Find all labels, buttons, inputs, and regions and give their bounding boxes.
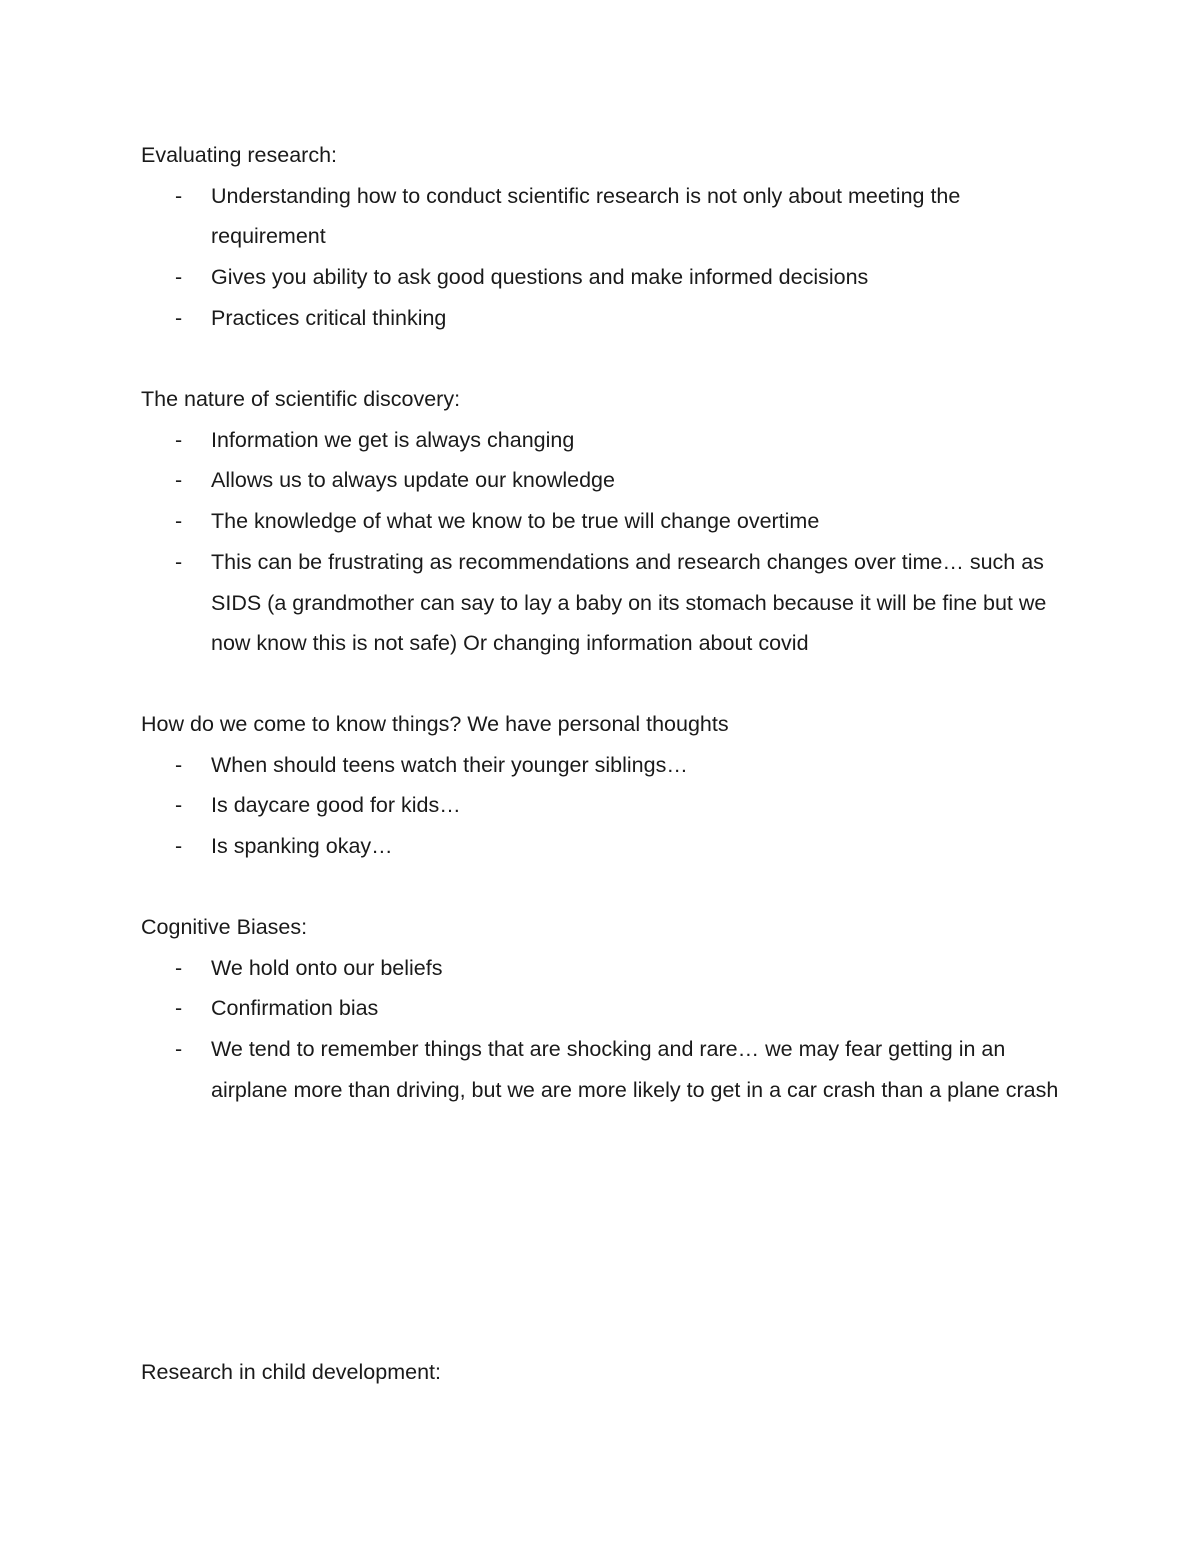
list-item-text: The knowledge of what we know to be true will change overtime xyxy=(211,509,820,534)
list-item-text: Confirmation bias xyxy=(211,996,379,1021)
bullet-dash: - xyxy=(175,305,183,330)
list-item-text: Is daycare good for kids… xyxy=(211,793,461,818)
list-item-text: We tend to remember things that are shocking and rare… we may fear getting in an airplane more than driving, but we are more likely to get in a car crash than a plane crash xyxy=(211,1037,1059,1102)
list-item-text: Understanding how to conduct scientific research is not only about meeting the requirement xyxy=(211,183,961,249)
bullet-dash: - xyxy=(175,509,183,534)
bullet-list xyxy=(141,420,1081,664)
section-evaluating-research xyxy=(141,135,1081,339)
section-heading: Evaluating research: xyxy=(141,143,337,167)
section-heading: Research in child development: xyxy=(141,1360,441,1384)
list-item-text: Gives you ability to ask good questions and make informed decisions xyxy=(211,265,869,290)
bullet-dash: - xyxy=(175,996,183,1021)
bullet-dash: - xyxy=(175,752,183,777)
list-item xyxy=(141,298,1081,339)
list-item xyxy=(141,1029,1081,1110)
bullet-dash: - xyxy=(175,834,183,859)
section-heading: Cognitive Biases: xyxy=(141,915,308,939)
bullet-list xyxy=(141,176,1081,339)
list-item xyxy=(141,176,1081,257)
list-item xyxy=(141,826,1081,867)
bullet-dash: - xyxy=(175,427,183,452)
list-item xyxy=(141,501,1081,542)
list-item xyxy=(141,988,1081,1029)
bullet-dash: - xyxy=(175,549,183,574)
list-item-text: This can be frustrating as recommendations and research changes over time… such as SIDS (a grandmother can say to lay a baby on its stomach because it will be fine but we now know this is not safe) Or changing information about covid xyxy=(211,549,1047,656)
bullet-dash: - xyxy=(175,955,183,980)
section-heading: How do we come to know things? We have personal thoughts xyxy=(141,712,729,736)
section-how-we-know xyxy=(141,704,1081,867)
list-item-text: Information we get is always changing xyxy=(211,427,575,452)
section-nature-of-discovery xyxy=(141,379,1081,664)
bullet-list xyxy=(141,745,1081,867)
bullet-list xyxy=(141,948,1081,1111)
list-item-text: Allows us to always update our knowledge xyxy=(211,468,615,493)
list-item xyxy=(141,257,1081,298)
bullet-dash: - xyxy=(175,265,183,290)
list-item xyxy=(141,948,1081,989)
bullet-dash: - xyxy=(175,468,183,493)
section-heading: The nature of scientific discovery: xyxy=(141,387,461,411)
list-item-text: Practices critical thinking xyxy=(211,305,447,330)
list-item-text: When should teens watch their younger siblings… xyxy=(211,752,688,777)
list-item xyxy=(141,785,1081,826)
list-item xyxy=(141,542,1081,664)
bullet-dash: - xyxy=(175,793,183,818)
list-item-text: We hold onto our beliefs xyxy=(211,955,443,980)
bullet-dash: - xyxy=(175,1037,183,1062)
list-item-text: Is spanking okay… xyxy=(211,834,393,859)
bullet-dash: - xyxy=(175,183,183,208)
list-item xyxy=(141,460,1081,501)
section-child-development xyxy=(141,1352,1081,1393)
list-item xyxy=(141,745,1081,786)
list-item xyxy=(141,420,1081,461)
section-cognitive-biases xyxy=(141,907,1081,1111)
